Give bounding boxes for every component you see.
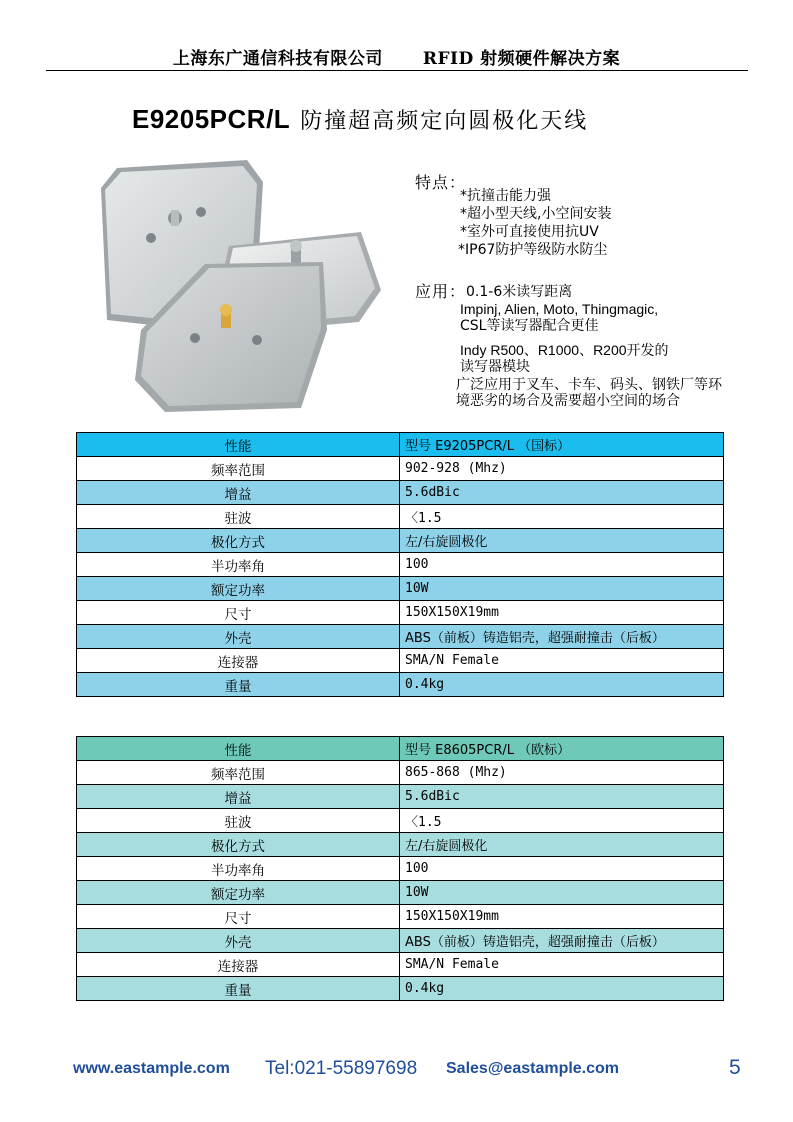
spec-table-cn: [76, 432, 724, 697]
spec-key: 频率范围: [77, 457, 400, 481]
spec-value: 〈1.5: [400, 809, 724, 833]
title-name: 防撞超高频定向圆极化天线: [300, 109, 589, 134]
application-readers-2: CSL等读写器配合更佳: [460, 318, 599, 334]
spec-key: 重量: [77, 977, 400, 1001]
spec-value: 0.4kg: [400, 977, 724, 1001]
features-label: 特点：: [415, 173, 467, 192]
spec-value: 5.6dBic: [400, 785, 724, 809]
table-row: [77, 761, 724, 785]
application-scenarios: 广泛应用于叉车、卡车、码头、钢铁厂等环境恶劣的场合及需要超小空间的场合: [456, 377, 722, 409]
application-range: 0.1-6米读写距离: [466, 284, 573, 300]
spec-key: 增益: [77, 785, 400, 809]
application-readers-1: Impinj, Alien, Moto, Thingmagic,: [460, 301, 659, 317]
spec-value: 10W: [400, 881, 724, 905]
header-slogan: RFID 射频硬件解决方案: [422, 49, 621, 69]
spec-key: 性能: [77, 737, 400, 761]
footer-website[interactable]: www.eastample.com: [73, 1060, 230, 1077]
table-row: [77, 905, 724, 929]
table-row: [77, 833, 724, 857]
spec-value: 865-868 (Mhz): [400, 761, 724, 785]
application-label: 应用：: [415, 282, 467, 301]
table-row: [77, 857, 724, 881]
page-number: 5: [729, 1056, 741, 1079]
spec-key: 增益: [77, 481, 400, 505]
table-row: [77, 505, 724, 529]
feature-item: *抗撞击能力强: [460, 188, 551, 204]
table-row: [77, 673, 724, 697]
spec-key: 尺寸: [77, 601, 400, 625]
table-row: [77, 529, 724, 553]
spec-key: 尺寸: [77, 905, 400, 929]
spec-value: 型号 E8605PCR/L （欧标）: [400, 737, 724, 761]
table-row: [77, 457, 724, 481]
spec-value: 100: [400, 553, 724, 577]
table-row: [77, 481, 724, 505]
features-list: [460, 187, 611, 259]
spec-key: 连接器: [77, 953, 400, 977]
spec-value: 左/右旋圆极化: [400, 529, 724, 553]
application-modules-1: Indy R500、R1000、R200开发的: [460, 342, 669, 358]
spec-key: 半功率角: [77, 553, 400, 577]
spec-key: 额定功率: [77, 881, 400, 905]
table-row: [77, 929, 724, 953]
table-row: [77, 649, 724, 673]
table-row: [77, 785, 724, 809]
spec-key: 驻波: [77, 505, 400, 529]
spec-value: 150X150X19mm: [400, 905, 724, 929]
spec-value: 100: [400, 857, 724, 881]
feature-item: *超小型天线,小空间安装: [460, 206, 612, 222]
spec-value: ABS（前板）铸造铝壳，超强耐撞击（后板）: [400, 625, 724, 649]
table-row: [77, 625, 724, 649]
spec-value: 0.4kg: [400, 673, 724, 697]
spec-value: 10W: [400, 577, 724, 601]
spec-value: 5.6dBic: [400, 481, 724, 505]
spec-key: 极化方式: [77, 529, 400, 553]
table-header-row: [77, 737, 724, 761]
spec-key: 外壳: [77, 929, 400, 953]
footer-email[interactable]: Sales@eastample.com: [446, 1060, 620, 1077]
spec-value: SMA/N Female: [400, 649, 724, 673]
table-row: [77, 977, 724, 1001]
spec-value: 150X150X19mm: [400, 601, 724, 625]
table-row: [77, 809, 724, 833]
spec-value: 〈1.5: [400, 505, 724, 529]
spec-key: 频率范围: [77, 761, 400, 785]
spec-key: 半功率角: [77, 857, 400, 881]
page-title: [132, 104, 588, 135]
table-header-row: [77, 433, 724, 457]
spec-value: ABS（前板）铸造铝壳，超强耐撞击（后板）: [400, 929, 724, 953]
page-header: [0, 44, 793, 69]
spec-key: 外壳: [77, 625, 400, 649]
table-row: [77, 577, 724, 601]
application-modules-2: 读写器模块: [460, 359, 530, 375]
footer-tel: Tel:021-55897698: [265, 1058, 418, 1079]
spec-value: SMA/N Female: [400, 953, 724, 977]
spec-value: 型号 E9205PCR/L （国标）: [400, 433, 724, 457]
header-divider: [46, 70, 748, 71]
table-row: [77, 601, 724, 625]
antenna-photo: [95, 160, 395, 418]
table-row: [77, 953, 724, 977]
page-footer: [0, 1058, 793, 1082]
spec-key: 极化方式: [77, 833, 400, 857]
spec-value: 左/右旋圆极化: [400, 833, 724, 857]
spec-key: 连接器: [77, 649, 400, 673]
header-company: 上海东广通信科技有限公司: [172, 49, 383, 69]
table-row: [77, 881, 724, 905]
title-model: E9205PCR/L: [132, 104, 291, 134]
spec-key: 性能: [77, 433, 400, 457]
feature-item: *室外可直接使用抗UV: [460, 224, 599, 240]
spec-key: 额定功率: [77, 577, 400, 601]
spec-key: 重量: [77, 673, 400, 697]
spec-table-eu: [76, 736, 724, 1001]
table-row: [77, 553, 724, 577]
feature-item: *IP67防护等级防水防尘: [458, 242, 608, 258]
spec-key: 驻波: [77, 809, 400, 833]
spec-value: 902-928 (Mhz): [400, 457, 724, 481]
